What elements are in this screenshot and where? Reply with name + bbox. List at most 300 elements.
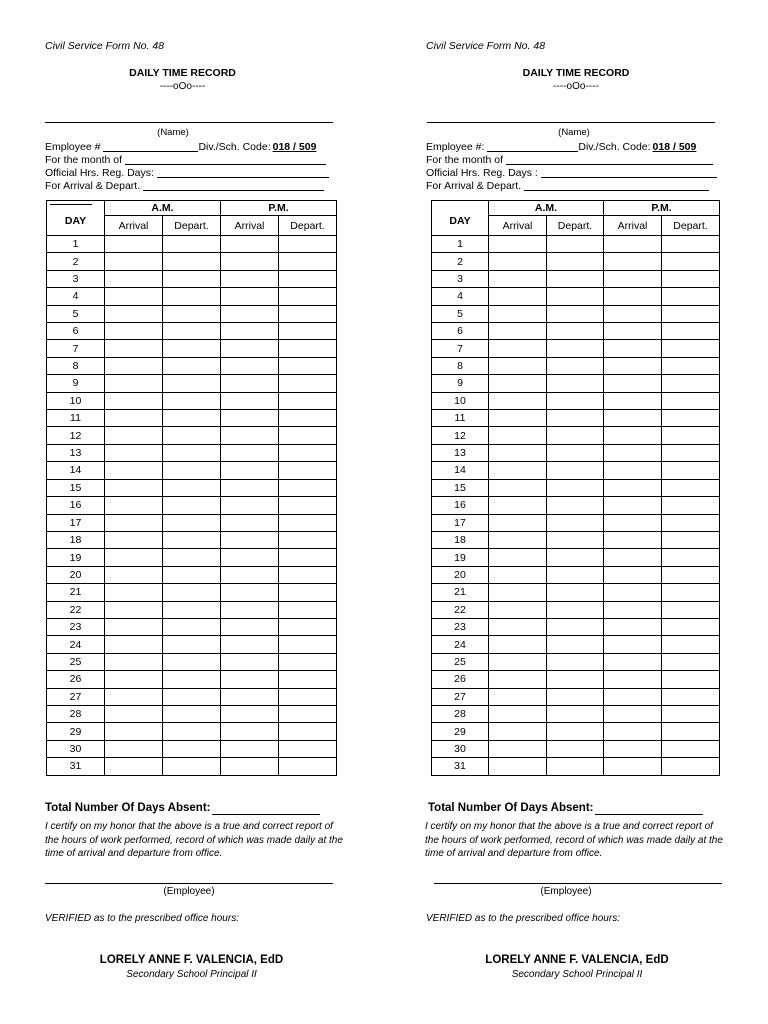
am-depart-cell[interactable] (163, 444, 221, 461)
pm-arrival-cell[interactable] (604, 236, 662, 253)
am-arrival-cell[interactable] (105, 305, 163, 322)
am-arrival-cell[interactable] (489, 514, 547, 531)
pm-depart-cell[interactable] (662, 514, 720, 531)
am-depart-cell[interactable] (163, 549, 221, 566)
pm-depart-cell[interactable] (662, 444, 720, 461)
pm-arrival-cell[interactable] (604, 688, 662, 705)
am-depart-cell[interactable] (547, 288, 604, 305)
pm-depart-cell[interactable] (662, 584, 720, 601)
am-depart-cell[interactable] (547, 549, 604, 566)
pm-depart-cell[interactable] (279, 653, 337, 670)
am-depart-cell[interactable] (163, 340, 221, 357)
am-depart-cell[interactable] (163, 479, 221, 496)
am-arrival-cell[interactable] (489, 305, 547, 322)
am-depart-cell[interactable] (547, 601, 604, 618)
pm-arrival-cell[interactable] (221, 566, 279, 583)
pm-depart-cell[interactable] (662, 479, 720, 496)
pm-depart-cell[interactable] (279, 444, 337, 461)
am-arrival-cell[interactable] (105, 653, 163, 670)
pm-arrival-cell[interactable] (221, 427, 279, 444)
pm-arrival-cell[interactable] (221, 392, 279, 409)
am-arrival-cell[interactable] (105, 392, 163, 409)
arrival-depart-input[interactable] (524, 180, 709, 191)
table-row (47, 410, 337, 427)
am-arrival-cell[interactable] (105, 531, 163, 548)
am-depart-cell[interactable] (163, 305, 221, 322)
am-depart-cell[interactable] (547, 427, 604, 444)
am-arrival-cell[interactable] (489, 357, 547, 374)
am-arrival-cell[interactable] (489, 531, 547, 548)
am-depart-cell[interactable] (547, 462, 604, 479)
am-arrival-cell[interactable] (489, 636, 547, 653)
pm-depart-cell[interactable] (662, 253, 720, 270)
am-depart-cell[interactable] (547, 479, 604, 496)
pm-depart-cell[interactable] (279, 305, 337, 322)
am-arrival-cell[interactable] (489, 288, 547, 305)
am-arrival-cell[interactable] (489, 740, 547, 757)
am-depart-cell[interactable] (547, 653, 604, 670)
table-row (432, 618, 720, 635)
am-arrival-cell[interactable] (489, 392, 547, 409)
pm-arrival-cell[interactable] (604, 671, 662, 688)
table-row (432, 479, 720, 496)
day-number: 19 (432, 549, 489, 566)
pm-depart-cell[interactable] (279, 288, 337, 305)
pm-arrival-cell[interactable] (604, 601, 662, 618)
day-number: 9 (47, 375, 105, 392)
am-depart-cell[interactable] (547, 392, 604, 409)
day-number: 16 (432, 497, 489, 514)
am-header: A.M. (489, 201, 604, 216)
pm-arrival-cell[interactable] (221, 653, 279, 670)
name-signature-line[interactable] (427, 122, 715, 123)
am-arrival-cell[interactable] (105, 688, 163, 705)
day-number: 10 (47, 392, 105, 409)
pm-arrival-cell[interactable] (221, 479, 279, 496)
pm-depart-cell[interactable] (662, 688, 720, 705)
pm-arrival-cell[interactable] (604, 444, 662, 461)
pm-depart-cell[interactable] (279, 618, 337, 635)
am-arrival-cell[interactable] (105, 340, 163, 357)
pm-depart-cell[interactable] (279, 410, 337, 427)
am-arrival-cell[interactable] (105, 375, 163, 392)
am-depart-cell[interactable] (547, 584, 604, 601)
am-depart-cell[interactable] (163, 236, 221, 253)
pm-arrival-cell[interactable] (221, 688, 279, 705)
pm-arrival-cell[interactable] (221, 410, 279, 427)
pm-arrival-cell[interactable] (604, 740, 662, 757)
pm-depart-cell[interactable] (662, 653, 720, 670)
pm-depart-cell[interactable] (279, 253, 337, 270)
am-arrival-cell[interactable] (489, 723, 547, 740)
name-label: (Name) (558, 127, 590, 138)
pm-depart-cell[interactable] (279, 479, 337, 496)
employee-number-input[interactable] (487, 141, 578, 152)
am-depart-cell[interactable] (547, 236, 604, 253)
pm-depart-cell[interactable] (662, 705, 720, 722)
pm-depart-cell[interactable] (279, 566, 337, 583)
pm-arrival-cell[interactable] (221, 253, 279, 270)
pm-arrival-cell[interactable] (221, 636, 279, 653)
pm-arrival-cell[interactable] (221, 618, 279, 635)
am-arrival-cell[interactable] (105, 671, 163, 688)
am-arrival-cell[interactable] (489, 253, 547, 270)
pm-arrival-cell[interactable] (221, 444, 279, 461)
am-arrival-cell[interactable] (105, 705, 163, 722)
pm-depart-cell[interactable] (662, 427, 720, 444)
am-arrival-header: Arrival (489, 216, 547, 236)
table-row (47, 653, 337, 670)
am-arrival-cell[interactable] (489, 549, 547, 566)
principal-position: Secondary School Principal II (126, 969, 257, 980)
am-arrival-cell[interactable] (489, 410, 547, 427)
am-depart-cell[interactable] (163, 584, 221, 601)
pm-arrival-cell[interactable] (221, 671, 279, 688)
pm-depart-cell[interactable] (279, 636, 337, 653)
pm-depart-cell[interactable] (662, 392, 720, 409)
pm-arrival-cell[interactable] (604, 705, 662, 722)
pm-arrival-cell[interactable] (604, 566, 662, 583)
pm-arrival-cell[interactable] (221, 357, 279, 374)
pm-arrival-cell[interactable] (221, 758, 279, 775)
pm-depart-cell[interactable] (279, 357, 337, 374)
am-depart-cell[interactable] (163, 688, 221, 705)
am-depart-cell[interactable] (163, 253, 221, 270)
am-arrival-cell[interactable] (489, 323, 547, 340)
am-depart-cell[interactable] (163, 375, 221, 392)
time-record-table (46, 200, 337, 776)
am-arrival-cell[interactable] (105, 479, 163, 496)
month-field (45, 154, 326, 167)
pm-arrival-cell[interactable] (604, 758, 662, 775)
am-depart-cell[interactable] (163, 288, 221, 305)
am-depart-cell[interactable] (163, 427, 221, 444)
am-arrival-cell[interactable] (105, 288, 163, 305)
am-arrival-cell[interactable] (489, 270, 547, 287)
am-depart-cell[interactable] (547, 305, 604, 322)
pm-depart-cell[interactable] (279, 688, 337, 705)
am-arrival-cell[interactable] (105, 323, 163, 340)
day-number: 2 (432, 253, 489, 270)
pm-arrival-cell[interactable] (604, 357, 662, 374)
arrival-depart-input[interactable] (143, 180, 324, 191)
pm-arrival-cell[interactable] (604, 479, 662, 496)
am-arrival-cell[interactable] (489, 462, 547, 479)
pm-depart-cell[interactable] (662, 723, 720, 740)
pm-depart-cell[interactable] (279, 601, 337, 618)
am-depart-cell[interactable] (163, 758, 221, 775)
pm-depart-cell[interactable] (279, 723, 337, 740)
am-arrival-cell[interactable] (105, 236, 163, 253)
day-number: 23 (47, 618, 105, 635)
pm-arrival-cell[interactable] (604, 636, 662, 653)
pm-depart-cell[interactable] (279, 340, 337, 357)
pm-arrival-cell[interactable] (604, 723, 662, 740)
am-depart-cell[interactable] (163, 723, 221, 740)
am-arrival-cell[interactable] (105, 444, 163, 461)
am-arrival-cell[interactable] (489, 705, 547, 722)
am-arrival-cell[interactable] (105, 723, 163, 740)
day-number: 22 (432, 601, 489, 618)
am-arrival-cell[interactable] (105, 514, 163, 531)
am-arrival-cell[interactable] (105, 584, 163, 601)
pm-depart-cell[interactable] (662, 531, 720, 548)
month-input[interactable] (506, 154, 713, 165)
am-arrival-cell[interactable] (489, 444, 547, 461)
pm-arrival-cell[interactable] (604, 497, 662, 514)
am-depart-cell[interactable] (163, 270, 221, 287)
pm-depart-cell[interactable] (279, 323, 337, 340)
employee-signature-line[interactable] (45, 883, 333, 884)
day-number: 9 (432, 375, 489, 392)
am-depart-cell[interactable] (163, 636, 221, 653)
am-arrival-cell[interactable] (105, 740, 163, 757)
am-arrival-cell[interactable] (489, 340, 547, 357)
day-number: 14 (432, 462, 489, 479)
principal-name: LORELY ANNE F. VALENCIA, EdD (485, 954, 669, 966)
pm-arrival-cell[interactable] (221, 270, 279, 287)
pm-arrival-cell[interactable] (604, 653, 662, 670)
am-arrival-cell[interactable] (105, 497, 163, 514)
official-hours-input[interactable] (157, 167, 329, 178)
am-depart-cell[interactable] (547, 444, 604, 461)
table-row (47, 584, 337, 601)
day-number: 2 (47, 253, 105, 270)
am-arrival-cell[interactable] (489, 497, 547, 514)
am-arrival-cell[interactable] (489, 427, 547, 444)
pm-depart-cell[interactable] (662, 270, 720, 287)
pm-depart-cell[interactable] (662, 375, 720, 392)
pm-depart-cell[interactable] (279, 392, 337, 409)
am-depart-cell[interactable] (547, 618, 604, 635)
pm-header: P.M. (604, 201, 720, 216)
table-row (47, 758, 337, 775)
am-depart-cell[interactable] (163, 497, 221, 514)
pm-depart-cell[interactable] (279, 375, 337, 392)
pm-arrival-cell[interactable] (604, 392, 662, 409)
pm-arrival-cell[interactable] (221, 549, 279, 566)
am-depart-cell[interactable] (163, 618, 221, 635)
pm-depart-cell[interactable] (279, 549, 337, 566)
pm-depart-cell[interactable] (662, 549, 720, 566)
pm-arrival-cell[interactable] (604, 531, 662, 548)
pm-depart-cell[interactable] (662, 410, 720, 427)
pm-depart-cell[interactable] (662, 462, 720, 479)
pm-depart-cell[interactable] (662, 497, 720, 514)
am-arrival-cell[interactable] (105, 270, 163, 287)
pm-arrival-cell[interactable] (604, 584, 662, 601)
am-depart-cell[interactable] (163, 566, 221, 583)
pm-depart-cell[interactable] (279, 584, 337, 601)
pm-depart-cell[interactable] (279, 462, 337, 479)
pm-depart-cell[interactable] (662, 671, 720, 688)
pm-arrival-cell[interactable] (604, 340, 662, 357)
day-header: DAY (432, 201, 489, 236)
am-arrival-cell[interactable] (489, 584, 547, 601)
pm-depart-cell[interactable] (662, 758, 720, 775)
pm-depart-cell[interactable] (279, 427, 337, 444)
day-number: 30 (432, 740, 489, 757)
pm-arrival-cell[interactable] (604, 288, 662, 305)
pm-depart-cell[interactable] (279, 740, 337, 757)
am-depart-cell[interactable] (547, 497, 604, 514)
pm-arrival-cell[interactable] (221, 375, 279, 392)
pm-arrival-cell[interactable] (604, 323, 662, 340)
am-depart-cell[interactable] (547, 253, 604, 270)
day-number: 27 (47, 688, 105, 705)
pm-arrival-cell[interactable] (604, 514, 662, 531)
pm-depart-cell[interactable] (662, 618, 720, 635)
pm-depart-cell[interactable] (662, 566, 720, 583)
am-arrival-cell[interactable] (489, 601, 547, 618)
am-arrival-cell[interactable] (105, 253, 163, 270)
am-depart-cell[interactable] (163, 705, 221, 722)
table-row (47, 305, 337, 322)
pm-arrival-cell[interactable] (604, 462, 662, 479)
am-depart-cell[interactable] (163, 531, 221, 548)
name-signature-line[interactable] (45, 122, 333, 123)
day-number: 25 (47, 653, 105, 670)
employee-number-input[interactable] (103, 141, 198, 152)
am-depart-cell[interactable] (547, 705, 604, 722)
am-depart-header: Depart. (163, 216, 221, 236)
am-arrival-cell[interactable] (105, 462, 163, 479)
am-depart-cell[interactable] (547, 375, 604, 392)
pm-arrival-cell[interactable] (604, 618, 662, 635)
am-depart-cell[interactable] (163, 462, 221, 479)
am-depart-cell[interactable] (547, 758, 604, 775)
am-depart-cell[interactable] (163, 323, 221, 340)
pm-depart-header: Depart. (279, 216, 337, 236)
pm-arrival-cell[interactable] (221, 323, 279, 340)
am-depart-cell[interactable] (163, 740, 221, 757)
am-arrival-cell[interactable] (489, 375, 547, 392)
am-depart-cell[interactable] (547, 270, 604, 287)
table-row (432, 253, 720, 270)
am-depart-cell[interactable] (547, 671, 604, 688)
am-arrival-cell[interactable] (489, 653, 547, 670)
am-arrival-cell[interactable] (105, 427, 163, 444)
am-arrival-cell[interactable] (105, 566, 163, 583)
am-depart-cell[interactable] (547, 636, 604, 653)
pm-depart-cell[interactable] (662, 236, 720, 253)
am-depart-cell[interactable] (163, 410, 221, 427)
am-depart-cell[interactable] (547, 740, 604, 757)
pm-depart-cell[interactable] (662, 357, 720, 374)
pm-depart-cell[interactable] (279, 236, 337, 253)
pm-arrival-header: Arrival (604, 216, 662, 236)
am-arrival-header: Arrival (105, 216, 163, 236)
pm-depart-cell[interactable] (279, 270, 337, 287)
pm-arrival-cell[interactable] (221, 531, 279, 548)
pm-depart-cell[interactable] (279, 671, 337, 688)
am-depart-cell[interactable] (163, 514, 221, 531)
pm-arrival-cell[interactable] (604, 270, 662, 287)
month-input[interactable] (125, 154, 326, 165)
am-arrival-cell[interactable] (105, 618, 163, 635)
am-depart-cell[interactable] (163, 601, 221, 618)
am-arrival-cell[interactable] (489, 566, 547, 583)
am-depart-cell[interactable] (547, 566, 604, 583)
am-arrival-cell[interactable] (105, 636, 163, 653)
am-arrival-cell[interactable] (105, 758, 163, 775)
am-arrival-cell[interactable] (105, 601, 163, 618)
pm-arrival-cell[interactable] (221, 236, 279, 253)
pm-depart-cell[interactable] (662, 323, 720, 340)
am-depart-cell[interactable] (547, 723, 604, 740)
am-depart-cell[interactable] (163, 357, 221, 374)
pm-arrival-cell[interactable] (604, 549, 662, 566)
am-arrival-cell[interactable] (489, 758, 547, 775)
day-header: DAY (47, 201, 105, 236)
pm-arrival-cell[interactable] (604, 305, 662, 322)
pm-depart-cell[interactable] (279, 531, 337, 548)
day-number: 17 (47, 514, 105, 531)
pm-arrival-cell[interactable] (221, 705, 279, 722)
official-hours-input[interactable] (541, 167, 717, 178)
pm-depart-cell[interactable] (662, 740, 720, 757)
am-depart-cell[interactable] (547, 357, 604, 374)
am-arrival-cell[interactable] (105, 410, 163, 427)
pm-arrival-cell[interactable] (604, 375, 662, 392)
am-depart-cell[interactable] (163, 392, 221, 409)
pm-arrival-cell[interactable] (604, 410, 662, 427)
pm-depart-cell[interactable] (662, 340, 720, 357)
pm-arrival-cell[interactable] (221, 514, 279, 531)
pm-depart-cell[interactable] (662, 288, 720, 305)
days-absent-input[interactable] (595, 802, 703, 815)
am-arrival-cell[interactable] (105, 357, 163, 374)
am-depart-cell[interactable] (547, 323, 604, 340)
am-depart-cell[interactable] (547, 340, 604, 357)
pm-arrival-cell[interactable] (221, 305, 279, 322)
pm-depart-cell[interactable] (662, 636, 720, 653)
pm-arrival-cell[interactable] (221, 340, 279, 357)
am-arrival-cell[interactable] (105, 549, 163, 566)
pm-depart-cell[interactable] (279, 758, 337, 775)
am-arrival-cell[interactable] (489, 236, 547, 253)
am-arrival-cell[interactable] (489, 671, 547, 688)
days-absent-input[interactable] (212, 802, 320, 815)
pm-arrival-cell[interactable] (221, 584, 279, 601)
pm-arrival-cell[interactable] (221, 462, 279, 479)
pm-depart-cell[interactable] (279, 514, 337, 531)
day-number: 23 (432, 618, 489, 635)
am-arrival-cell[interactable] (489, 618, 547, 635)
table-row (432, 514, 720, 531)
pm-arrival-cell[interactable] (221, 723, 279, 740)
am-arrival-cell[interactable] (489, 688, 547, 705)
pm-arrival-cell[interactable] (221, 288, 279, 305)
pm-depart-cell[interactable] (662, 305, 720, 322)
am-depart-cell[interactable] (547, 688, 604, 705)
employee-signature-line[interactable] (434, 883, 722, 884)
pm-arrival-cell[interactable] (604, 253, 662, 270)
pm-arrival-cell[interactable] (221, 740, 279, 757)
pm-depart-cell[interactable] (662, 601, 720, 618)
am-depart-cell[interactable] (547, 410, 604, 427)
pm-depart-cell[interactable] (279, 497, 337, 514)
am-arrival-cell[interactable] (489, 479, 547, 496)
am-depart-cell[interactable] (547, 531, 604, 548)
pm-depart-cell[interactable] (279, 705, 337, 722)
am-depart-cell[interactable] (163, 653, 221, 670)
pm-arrival-cell[interactable] (221, 601, 279, 618)
pm-arrival-cell[interactable] (221, 497, 279, 514)
am-depart-cell[interactable] (547, 514, 604, 531)
am-depart-cell[interactable] (163, 671, 221, 688)
pm-arrival-cell[interactable] (604, 427, 662, 444)
